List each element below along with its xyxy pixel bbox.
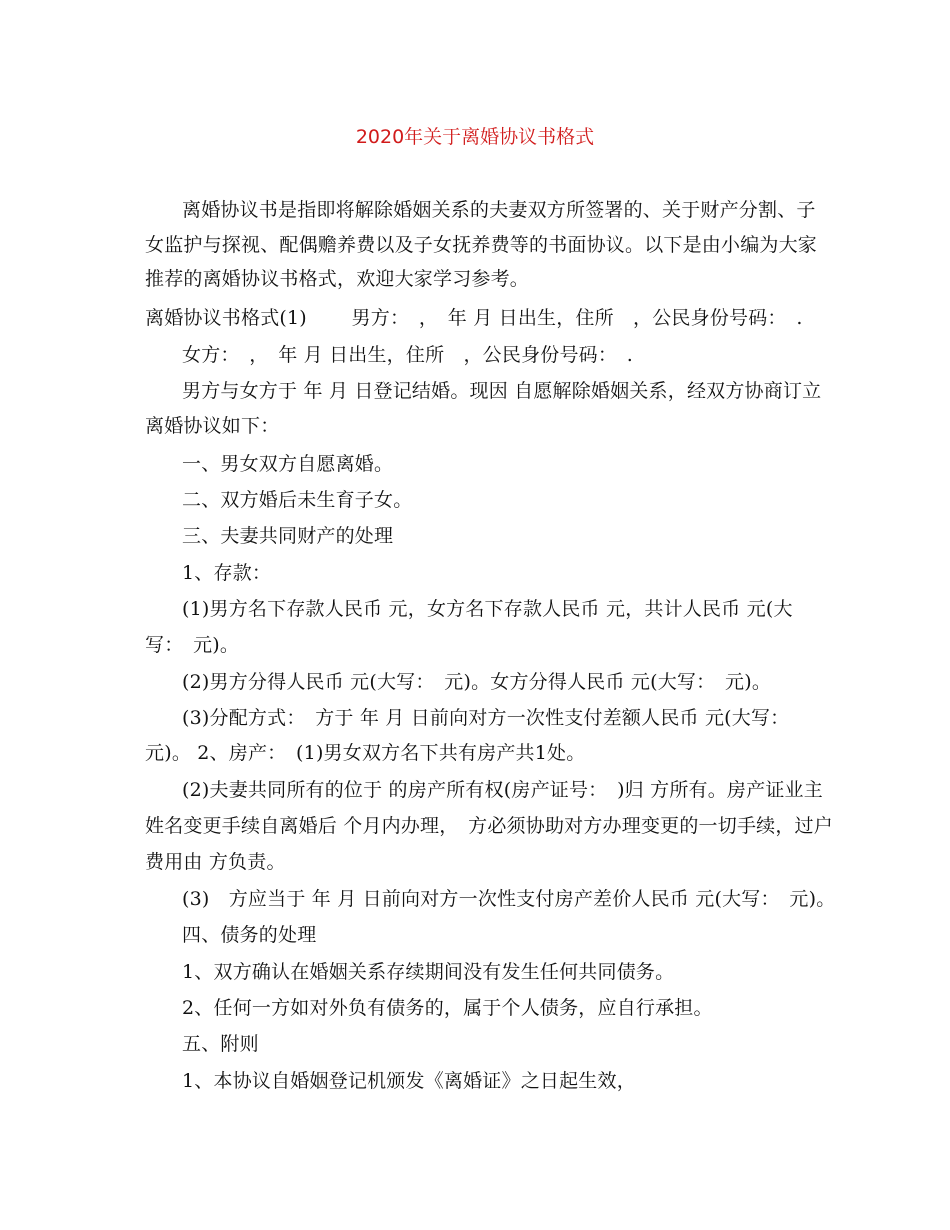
paragraph-line: 女监护与探视、配偶赡养费以及子女抚养费等的书面协议。以下是由小编为大家 [145, 234, 818, 256]
paragraph-line: (2)男方分得人民币 元(大写： 元)。女方分得人民币 元(大写： 元)。 [182, 671, 772, 693]
paragraph-line: 男方与女方于 年 月 日登记结婚。现因 自愿解除婚姻关系，经双方协商订立 [182, 380, 822, 402]
paragraph-line: 离婚协议如下： [145, 415, 280, 437]
paragraph-line: (3)分配方式： 方于 年 月 日前向对方一次性支付差额人民币 元(大写： [182, 707, 790, 729]
paragraph-line: 离婚协议书是指即将解除婚姻关系的夫妻双方所签署的、关于财产分割、子 [182, 199, 816, 221]
paragraph-line: 2、任何一方如对外负有债务的，属于个人债务，应自行承担。 [182, 997, 713, 1019]
document-title: 2020年关于离婚协议书格式 [355, 126, 595, 148]
paragraph-line: 写： 元)。 [145, 634, 240, 656]
paragraph-line: 1、双方确认在婚姻关系存续期间没有发生任何共同债务。 [182, 961, 675, 983]
paragraph-line: 二、双方婚后未生育子女。 [182, 489, 413, 511]
paragraph-line: 四、债务的处理 [182, 924, 317, 946]
paragraph-line: 姓名变更手续自离婚后 个月内办理， 方必须协助对方办理变更的一切手续，过户 [145, 815, 833, 837]
paragraph-line: 五、附则 [182, 1033, 259, 1055]
paragraph-line: 三、夫妻共同财产的处理 [182, 525, 394, 547]
paragraph-line: 离婚协议书格式(1) 男方： ， 年 月 日出生，住所 ，公民身份号码： . [145, 307, 803, 329]
paragraph-line: (2)夫妻共同所有的位于 的房产所有权(房产证号： )归 方所有。房产证业主 [182, 779, 823, 801]
paragraph-line: 一、男女双方自愿离婚。 [182, 453, 394, 475]
paragraph-line: 费用由 方负责。 [145, 851, 286, 873]
paragraph-line: 推荐的离婚协议书格式，欢迎大家学习参考。 [145, 268, 530, 290]
paragraph-line: 元)。 2、房产： (1)男女双方名下共有房产共1处。 [145, 742, 586, 764]
paragraph-line: (1)男方名下存款人民币 元，女方名下存款人民币 元，共计人民币 元(大 [182, 598, 793, 620]
paragraph-line: (3) 方应当于 年 月 日前向对方一次性支付房产差价人民币 元(大写： 元)。 [182, 888, 836, 910]
paragraph-line: 女方： ， 年 月 日出生，住所 ，公民身份号码： . [182, 344, 634, 366]
paragraph-line: 1、本协议自婚姻登记机颁发《离婚证》之日起生效， [182, 1070, 636, 1092]
paragraph-line: 1、存款： [182, 562, 272, 584]
